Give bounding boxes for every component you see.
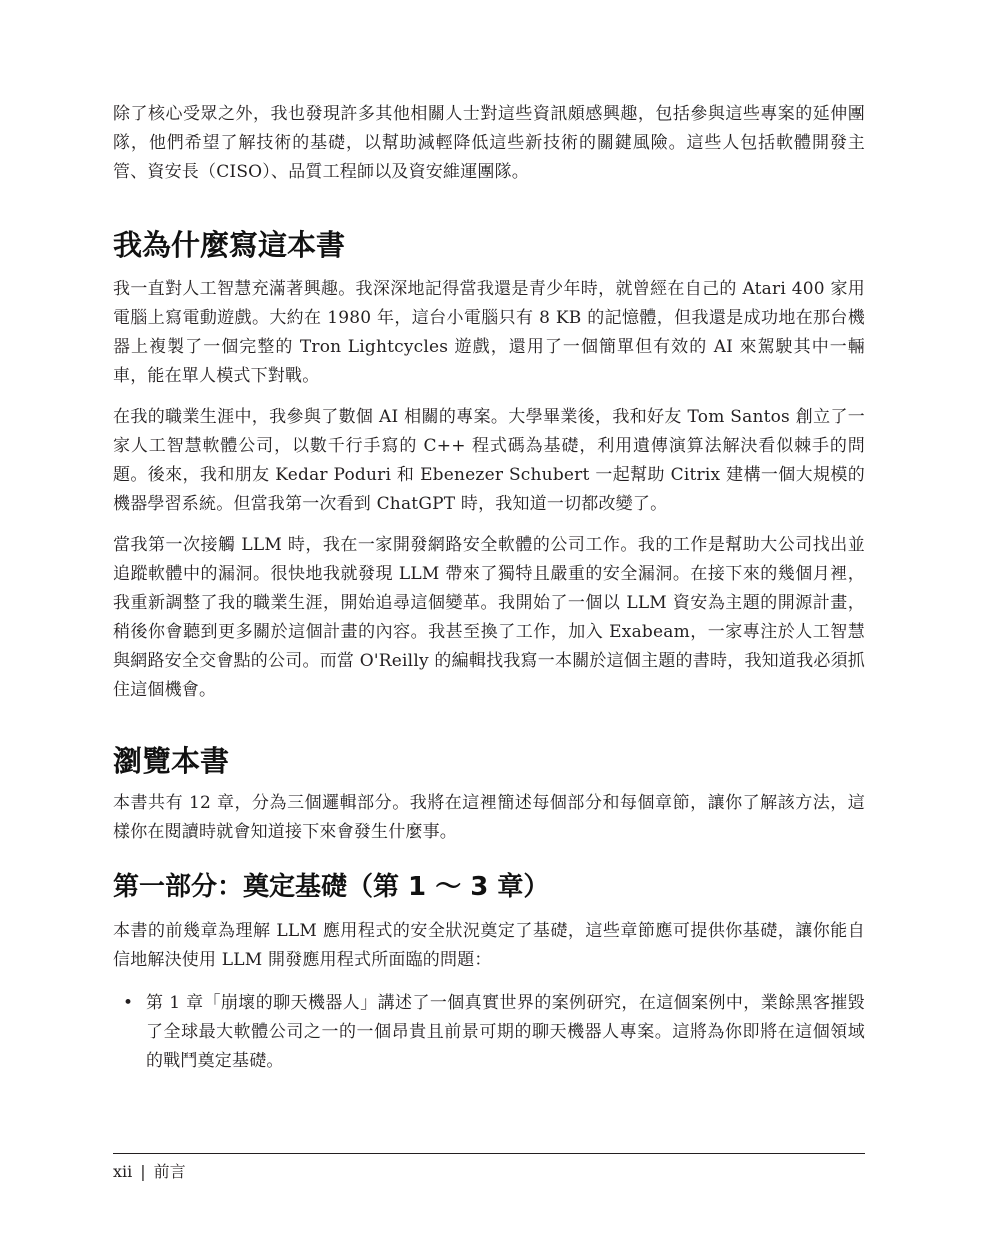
navigate-paragraph: 本書共有 12 章，分為三個邏輯部分。我將在這裡簡述每個部分和每個章節，讓你了解該方法，這樣你在閱讀時就會知道接下來會發生什麼事。 [113,793,865,842]
heading-part-1: 第一部分：奠定基礎（第 1 ～ 3 章） [113,872,550,902]
page-footer [113,1153,865,1184]
why-paragraph-1: 我一直對人工智慧充滿著興趣。我深深地記得當我還是青少年時，就曾經在自己的 Atari 400 家用電腦上寫電動遊戲。大約在 1980 年，這台小電腦只有 8 KB 的記憶體，但我還是成功地在那台機器上複製了一個完整的 Tron Lightcycles 遊戲，還用了一個簡單但有效的 AI 來駕駛其中一輛車，能在單人模式下對戰。 [113,279,865,386]
footer-separator: | [140,1162,146,1181]
why-paragraph-3: 當我第一次接觸 LLM 時，我在一家開發網路安全軟體的公司工作。我的工作是幫助大公司找出並追蹤軟體中的漏洞。很快地我就發現 LLM 帶來了獨特且嚴重的安全漏洞。在接下來的幾個月裡，我重新調整了我的職業生涯，開始追尋這個變革。我開始了一個以 LLM 資安為主題的開源計畫，稍後你會聽到更多關於這個計畫的內容。我甚至換了工作，加入 Exabeam，一家專注於人工智慧與網路安全交會點的公司。而當 O'Reilly 的編輯找我寫一本關於這個主題的書時，我知道我必須抓住這個機會。 [113,535,865,700]
chapter-list [113,989,865,1076]
list-item-text: 第 1 章「崩壞的聊天機器人」講述了一個真實世界的案例研究，在這個案例中，業餘黑客摧毀了全球最大軟體公司之一的一個昂貴且前景可期的聊天機器人專案。這將為你即將在這個領域的戰鬥奠定基礎。 [146,993,865,1071]
intro-paragraph: 除了核心受眾之外，我也發現許多其他相關人士對這些資訊頗感興趣，包括參與這些專案的延伸團隊，他們希望了解技術的基礎，以幫助減輕降低這些新技術的關鍵風險。這些人包括軟體開發主管、資安長（CISO）、品質工程師以及資安維運團隊。 [113,104,865,182]
bullet-icon: • [123,993,134,1013]
heading-navigate-book: 瀏覽本書 [113,744,230,778]
page-content [113,100,865,1076]
why-paragraph-2: 在我的職業生涯中，我參與了數個 AI 相關的專案。大學畢業後，我和好友 Tom Santos 創立了一家人工智慧軟體公司，以數千行手寫的 C++ 程式碼為基礎，利用遺傳演算法解決看似棘手的問題。後來，我和朋友 Kedar Poduri 和 Ebenezer Schubert 一起幫助 Citrix 建構一個大規模的機器學習系統。但當我第一次看到 ChatGPT 時，我知道一切都改變了。 [113,407,865,514]
footer-section-title: 前言 [153,1162,186,1181]
part1-paragraph: 本書的前幾章為理解 LLM 應用程式的安全狀況奠定了基礎，這些章節應可提供你基礎，讓你能自信地解決使用 LLM 開發應用程式所面臨的問題： [113,921,865,970]
heading-why-i-wrote: 我為什麼寫這本書 [113,228,346,262]
page-number: xii [113,1162,133,1181]
list-item [113,989,865,1076]
